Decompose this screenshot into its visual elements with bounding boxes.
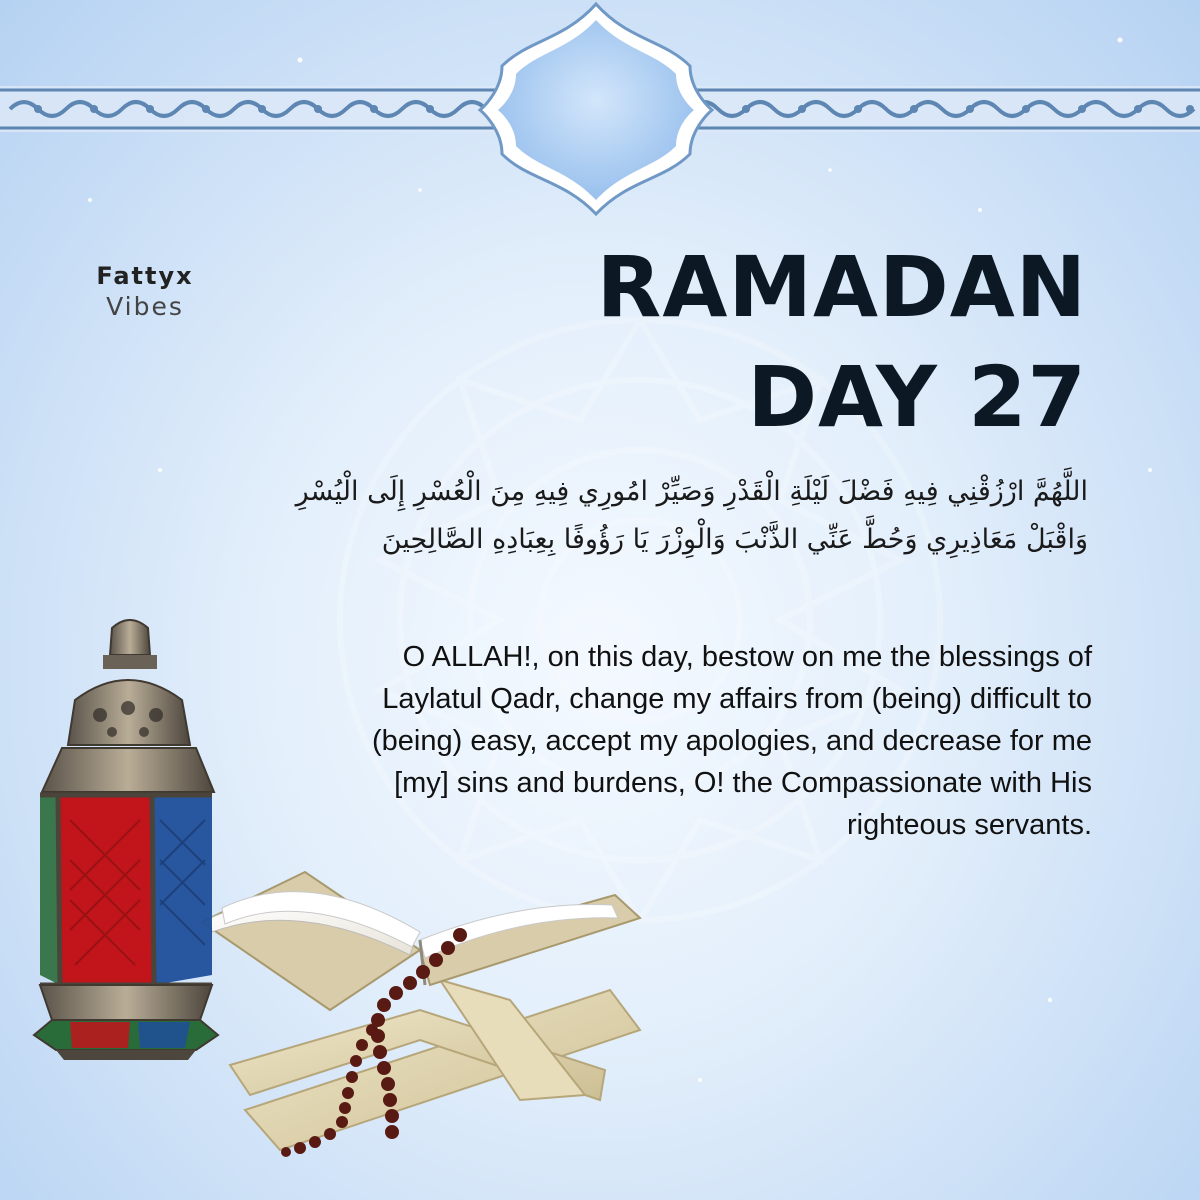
page-title	[597, 232, 1087, 452]
sparkles	[88, 38, 1152, 1123]
medallion	[480, 4, 712, 214]
brand-logo	[75, 262, 215, 321]
dua-translation-text: O ALLAH!, on this day, bestow on me the blessings of Laylatul Qadr, change my affairs from (being) difficult to (being) easy, accept my apologies, and decrease for me [my] sins and burdens, O! the Compassionate with His righteous servants.	[371, 641, 1092, 841]
brand-name: Fattyx	[96, 262, 194, 290]
title-line-day: DAY 27	[747, 348, 1087, 446]
brand-subtitle: Vibes	[106, 292, 184, 321]
dua-arabic-text: اللَّهُمَّ ارْزُقْنِي فِيهِ فَضْلَ لَيْلَةِ الْقَدْرِ وَصَيِّرْ امُورِي فِيهِ مِنَ الْعُسْرِ إِلَى الْيُسْرِ وَاقْبَلْ مَعَاذِيرِي وَحُطَّ عَنِّي الذَّنْبَ وَالْوِزْرَ يَا رَؤُوفًا بِعِبَادِهِ الصَّالِحِينَ	[295, 476, 1088, 555]
quran-on-stand-icon	[202, 872, 640, 1150]
title-line-ramadan: RAMADAN	[596, 238, 1087, 336]
lantern-icon	[34, 620, 218, 1060]
